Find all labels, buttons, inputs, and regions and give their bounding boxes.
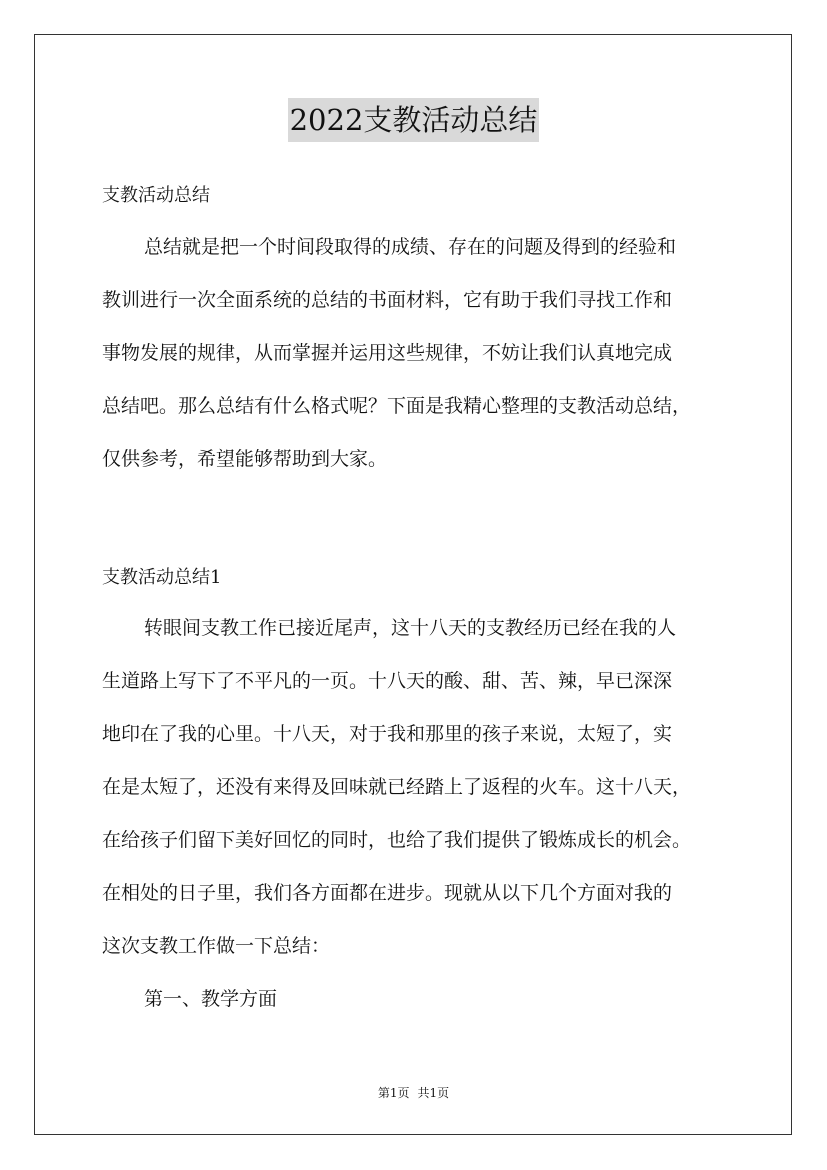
section1-line: 在是太短了，还没有来得及回味就已经踏上了返程的火车。这十八天，	[102, 776, 692, 798]
page-current: 第1页	[377, 1086, 410, 1100]
section1-heading: 支教活动总结1	[102, 567, 222, 588]
intro-line: 事物发展的规律，从而掌握并运用这些规律，不妨让我们认真地完成	[102, 342, 673, 364]
document-title: 2022支教活动总结	[288, 98, 540, 142]
point1-heading: 第一、教学方面	[144, 988, 278, 1010]
intro-line: 总结就是把一个时间段取得的成绩、存在的问题及得到的经验和	[144, 236, 677, 258]
section1-line: 生道路上写下了不平凡的一页。十八天的酸、甜、苦、辣，早已深深	[102, 670, 673, 692]
intro-line: 教训进行一次全面系统的总结的书面材料，它有助于我们寻找工作和	[102, 289, 673, 311]
page-footer	[0, 1084, 827, 1101]
page-total: 共1页	[417, 1086, 450, 1100]
section1-line: 地印在了我的心里。十八天，对于我和那里的孩子来说，太短了，实	[102, 723, 673, 745]
title-container	[0, 98, 827, 142]
section1-line: 转眼间支教工作已接近尾声，这十八天的支教经历已经在我的人	[144, 617, 677, 639]
section1-line: 在给孩子们留下美好回忆的同时，也给了我们提供了锻炼成长的机会。	[102, 829, 692, 851]
section1-line: 在相处的日子里，我们各方面都在进步。现就从以下几个方面对我的	[102, 882, 673, 904]
intro-paragraph	[102, 221, 742, 486]
section1-paragraph	[102, 602, 742, 1026]
section1-line: 这次支教工作做一下总结：	[102, 935, 331, 957]
intro-line: 总结吧。那么总结有什么格式呢？下面是我精心整理的支教活动总结，	[102, 395, 692, 417]
document-subtitle: 支教活动总结	[102, 185, 210, 206]
intro-line: 仅供参考，希望能够帮助到大家。	[102, 448, 388, 470]
